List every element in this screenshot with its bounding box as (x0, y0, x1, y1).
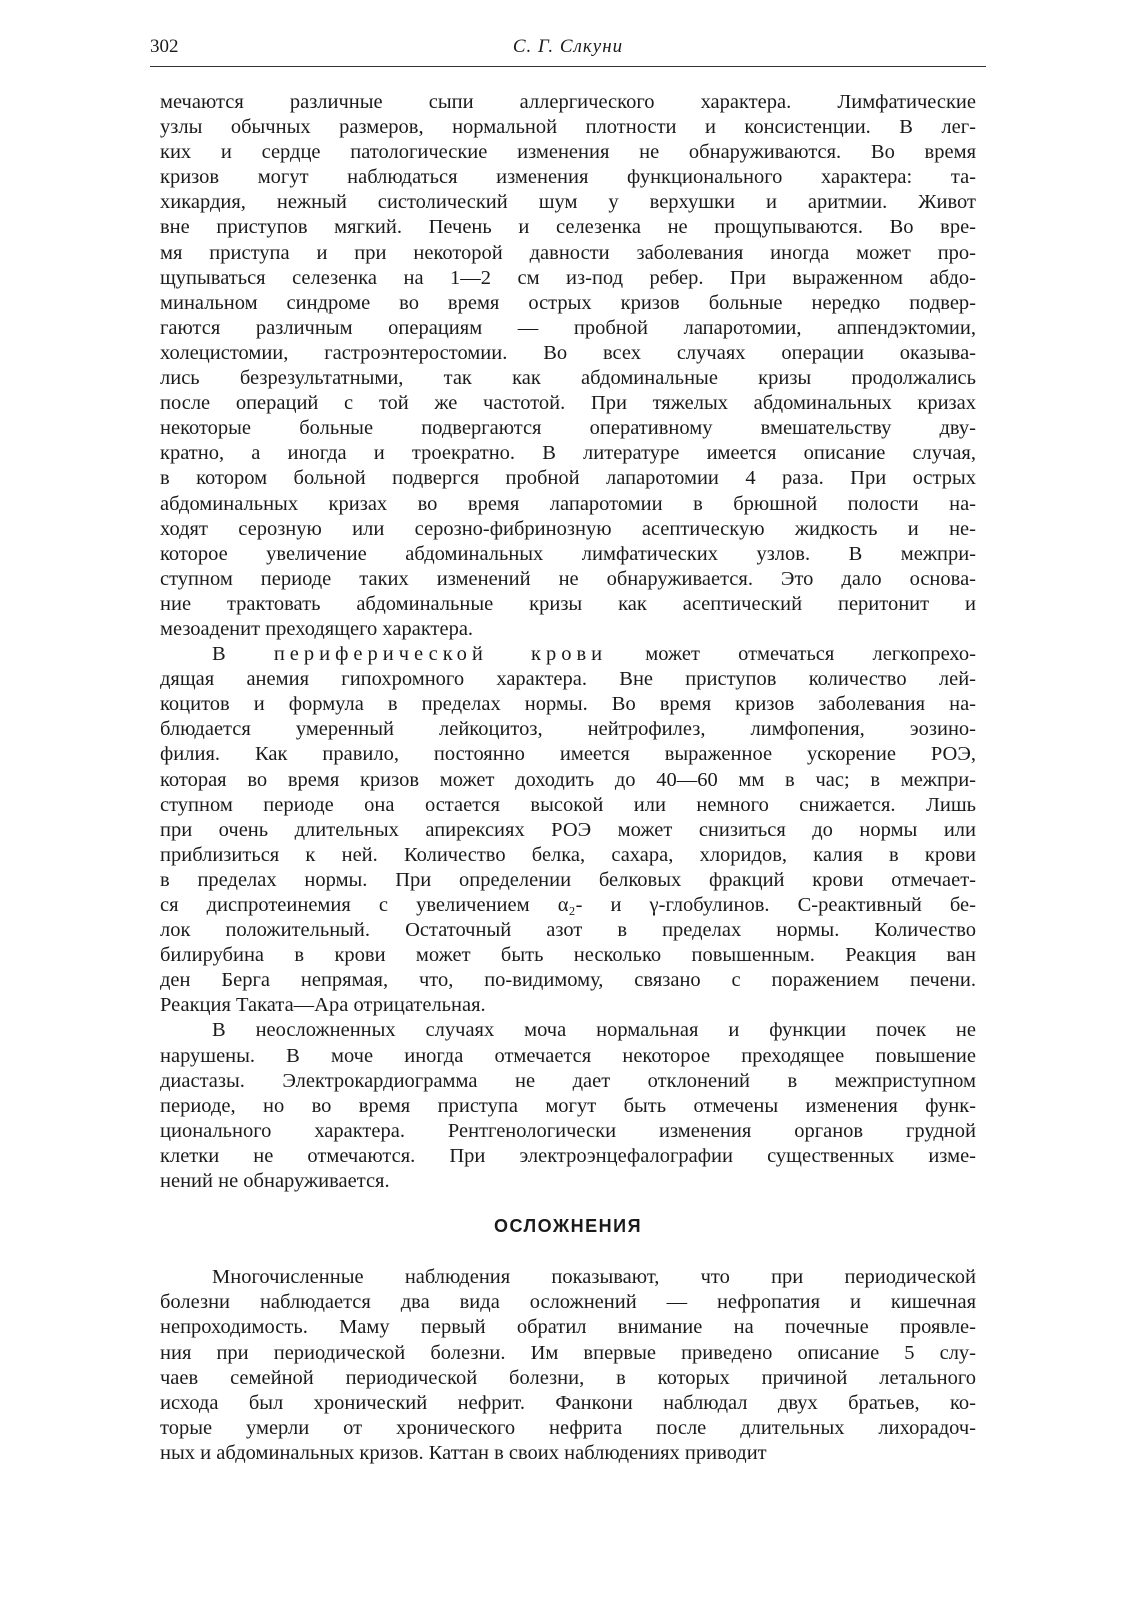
text-line: билирубина в крови может быть несколько повышенным. Реакция ван (160, 944, 976, 967)
text-line: Реакция Таката—Ара отрицательная. (160, 994, 486, 1017)
text-line: кратно, а иногда и троекратно. В литературе имеется описание случая, (160, 442, 976, 465)
text-line: ступном периоде таких изменений не обнаруживается. Это дало основа- (160, 567, 976, 590)
text-line: мезоаденит преходящего характера. (160, 617, 474, 640)
text-line: ся диспротеинемия с увеличением α₂- и γ-глобулинов. С-реактивный бе- (160, 894, 976, 916)
text-span: может отмечаться легкопрехо- (607, 643, 976, 666)
text-line: диастазы. Электрокардиограмма не дает отклонений в межприступном (160, 1069, 976, 1092)
text-line: после операций с той же частотой. При тяжелых абдоминальных кризах (160, 392, 976, 415)
text-line (160, 642, 976, 667)
paragraph-1 (160, 90, 976, 642)
paragraph-2 (160, 642, 976, 1018)
body-text (160, 90, 976, 1466)
text-line: ционального характера. Рентгенологически изменения органов грудной (160, 1119, 976, 1142)
text-line: ние трактовать абдоминальные кризы как асептический перитонит и (160, 592, 976, 615)
spaced-emphasis: В периферической крови (212, 643, 608, 666)
text-line: непроходимость. Маму первый обратил внимание на почечные проявле- (160, 1316, 976, 1339)
page-number: 302 (150, 36, 179, 57)
text-line: нений не обнаруживается. (160, 1170, 390, 1193)
text-line: ных и абдоминальных кризов. Каттан в своих наблюдениях приводит (160, 1441, 767, 1464)
paragraph-3 (160, 1018, 976, 1194)
text-line: кризов могут наблюдаться изменения функционального характера: та- (160, 166, 976, 189)
text-line: щупываться селезенка на 1—2 см из-под ребер. При выраженном абдо- (160, 266, 976, 289)
text-line: некоторые больные подвергаются оперативному вмешательству дву- (160, 417, 976, 440)
text-line: ступном периоде она остается высокой или немного снижается. Лишь (160, 793, 976, 816)
paragraph-4 (160, 1265, 976, 1466)
text-line: торые умерли от хронического нефрита после длительных лихорадоч- (160, 1416, 976, 1439)
text-line: исхода был хронический нефрит. Фанкони наблюдал двух братьев, ко- (160, 1391, 976, 1414)
text-line: абдоминальных кризах во время лапаротомии в брюшной полости на- (160, 492, 976, 515)
text-line: болезни наблюдается два вида осложнений — нефропатия и кишечная (160, 1291, 976, 1314)
text-line: коцитов и формула в пределах нормы. Во время кризов заболевания на- (160, 693, 976, 716)
text-line: при очень длительных апирексиях РОЭ может снизиться до нормы или (160, 818, 976, 841)
text-line: ден Берга непрямая, что, по-видимому, связано с поражением печени. (160, 969, 976, 992)
text-line: клетки не отмечаются. При электроэнцефалографии существенных изме- (160, 1144, 976, 1167)
text-line: которое увеличение абдоминальных лимфатических узлов. В межпри- (160, 542, 976, 565)
text-line: в котором больной подвергся пробной лапаротомии 4 раза. При острых (160, 467, 976, 490)
text-line: дящая анемия гипохромного характера. Вне приступов количество лей- (160, 668, 976, 691)
text-line: мечаются различные сыпи аллергического характера. Лимфатические (160, 91, 976, 113)
text-line: Многочисленные наблюдения показывают, что при периодической (212, 1266, 976, 1289)
running-head: С. Г. Слкуни (512, 36, 624, 57)
text-line: ких и сердце патологические изменения не обнаруживаются. Во время (160, 141, 976, 164)
text-line: ходят серозную или серозно-фибринозную асептическую жидкость и не- (160, 517, 976, 540)
text-line: минальном синдроме во время острых кризов больные нередко подвер- (160, 291, 976, 314)
text-line: блюдается умеренный лейкоцитоз, нейтрофилез, лимфопения, эозино- (160, 718, 976, 741)
text-line: мя приступа и при некоторой давности заболевания иногда может про- (160, 241, 976, 264)
text-line: чаев семейной периодической болезни, в которых причиной летального (160, 1366, 976, 1389)
text-line: нарушены. В моче иногда отмечается некоторое преходящее повышение (160, 1044, 976, 1067)
text-line: В неосложненных случаях моча нормальная и функции почек не (212, 1019, 976, 1042)
text-line: узлы обычных размеров, нормальной плотности и консистенции. В лег- (160, 116, 976, 139)
text-line: филия. Как правило, постоянно имеется выраженное ускорение РОЭ, (160, 743, 976, 766)
text-line: холецистомии, гастроэнтеростомии. Во всех случаях операции оказыва- (160, 341, 976, 364)
text-line: которая во время кризов может доходить до 40—60 мм в час; в межпри- (160, 768, 976, 791)
text-line: приблизиться к ней. Количество белка, сахара, хлоридов, калия в крови (160, 843, 976, 866)
text-line: в пределах нормы. При определении белковых фракций крови отмечает- (160, 868, 976, 891)
text-line: хикардия, нежный систолический шум у верхушки и аритмии. Живот (160, 191, 976, 214)
text-line: гаются различным операциям — пробной лапаротомии, аппендэктомии, (160, 316, 976, 339)
text-line: периоде, но во время приступа могут быть отмечены изменения функ- (160, 1094, 976, 1117)
text-line: лок положительный. Остаточный азот в пределах нормы. Количество (160, 919, 976, 942)
page-header (150, 36, 986, 67)
text-line: ния при периодической болезни. Им впервые приведено описание 5 слу- (160, 1341, 976, 1364)
text-line: вне приступов мягкий. Печень и селезенка не прощупываются. Во вре- (160, 216, 976, 239)
text-line: лись безрезультатными, так как абдоминальные кризы продолжались (160, 367, 976, 390)
section-heading: ОСЛОЖНЕНИЯ (493, 1216, 643, 1237)
